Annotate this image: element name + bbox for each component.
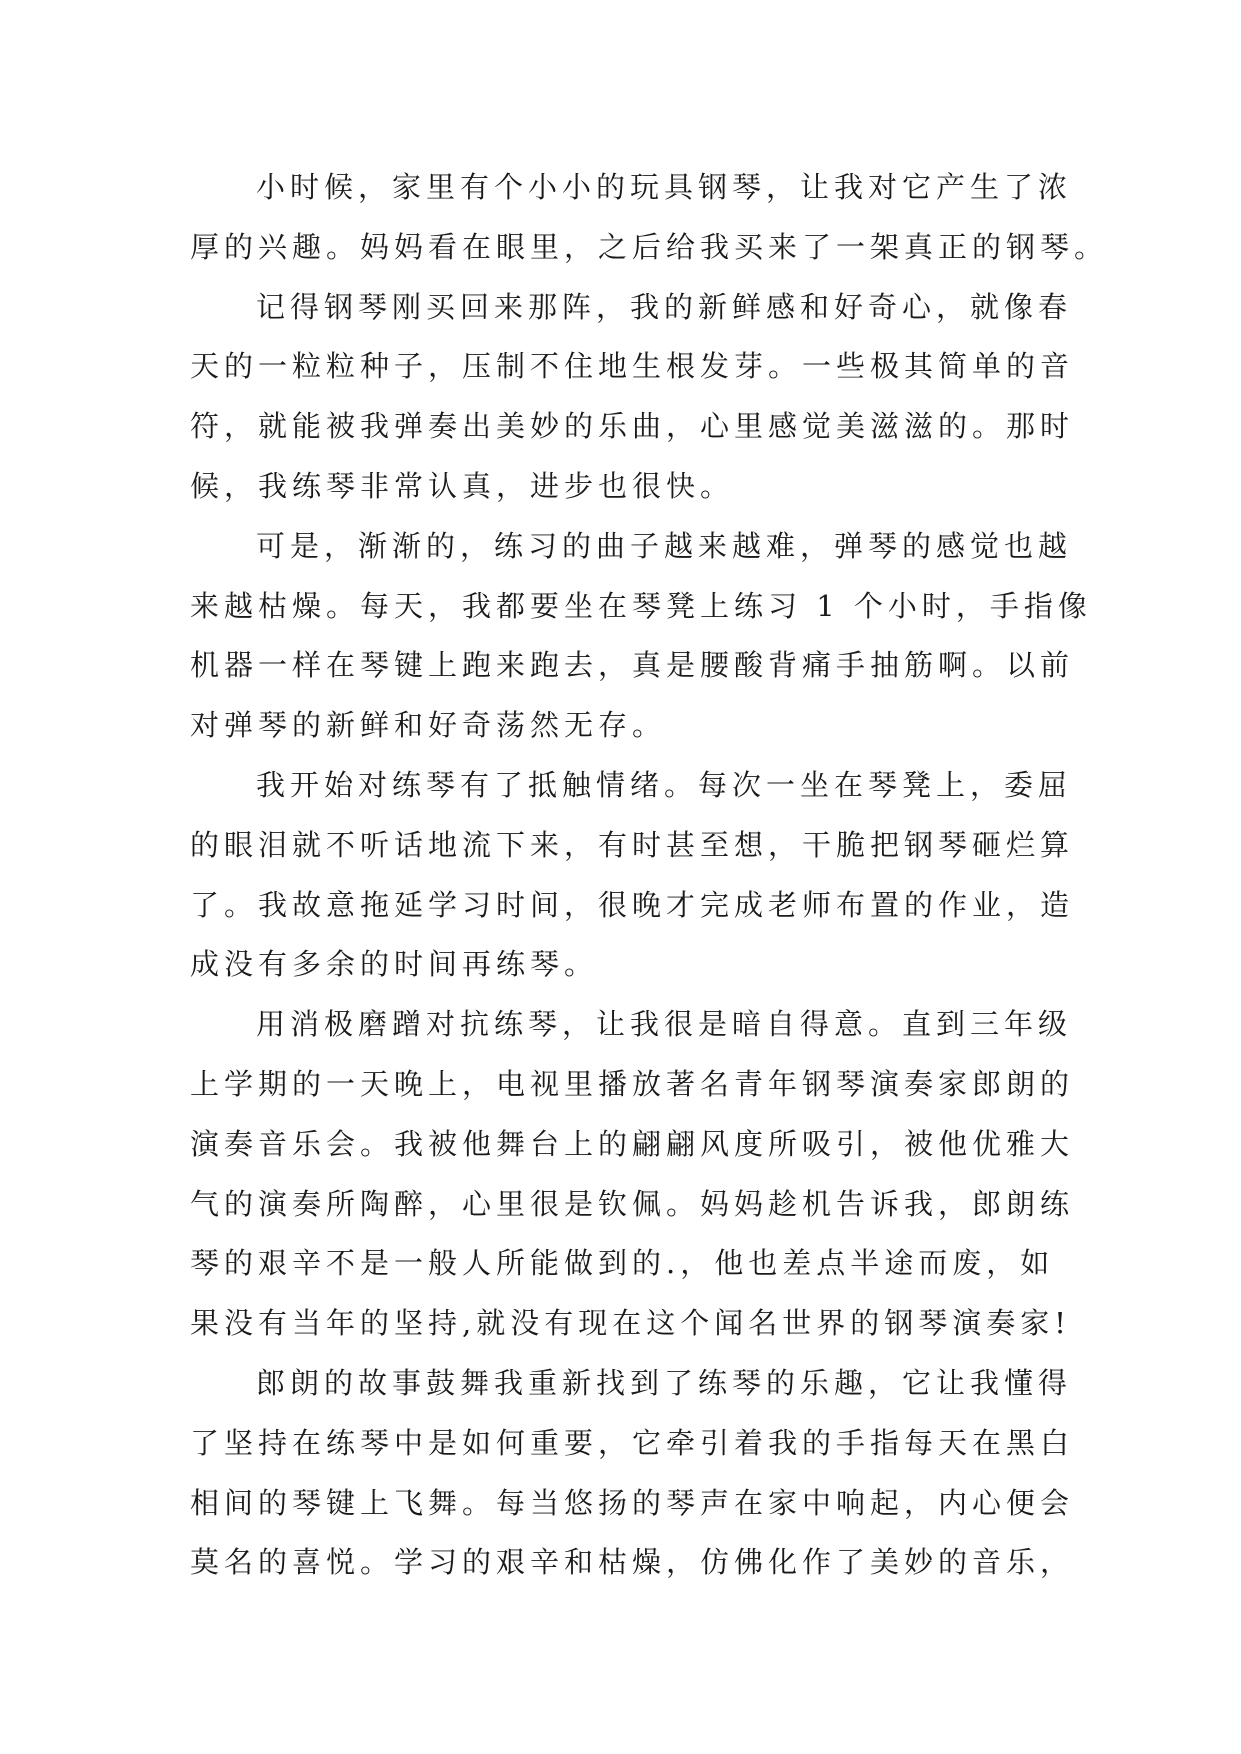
text-line: 机器一样在琴键上跑来跑去，真是腰酸背痛手抽筋啊。以前 bbox=[190, 648, 1075, 683]
text-line: 来越枯燥。每天，我都要坐在琴凳上练习 1 个小时，手指像 bbox=[190, 588, 1092, 623]
text-line: 上学期的一天晚上，电视里播放著名青年钢琴演奏家郎朗的 bbox=[190, 1066, 1075, 1101]
text-line: 气的演奏所陶醉，心里很是钦佩。妈妈趁机告诉我，郎朗练 bbox=[190, 1186, 1075, 1221]
text-line: 厚的兴趣。妈妈看在眼里，之后给我买来了一架真正的钢琴。 bbox=[190, 229, 1109, 264]
text-line: 可是，渐渐的，练习的曲子越来越难，弹琴的感觉也越 bbox=[256, 528, 1073, 563]
text-line: 符，就能被我弹奏出美妙的乐曲，心里感觉美滋滋的。那时 bbox=[190, 409, 1075, 444]
text-line: 果没有当年的坚持,就没有现在这个闻名世界的钢琴演奏家! bbox=[190, 1306, 1071, 1341]
text-line: 莫名的喜悦。学习的艰辛和枯燥，仿佛化作了美妙的音乐， bbox=[190, 1545, 1075, 1580]
text-line: 我开始对练琴有了抵触情绪。每次一坐在琴凳上，委屈 bbox=[256, 767, 1073, 802]
text-line: 对弹琴的新鲜和好奇荡然无存。 bbox=[190, 708, 667, 743]
text-line: 演奏音乐会。我被他舞台上的翩翩风度所吸引，被他优雅大 bbox=[190, 1126, 1075, 1161]
text-line: 用消极磨蹭对抗练琴，让我很是暗自得意。直到三年级 bbox=[256, 1007, 1073, 1042]
text-line: 琴的艰辛不是一般人所能做到的.，他也差点半途而废，如 bbox=[190, 1246, 1055, 1281]
text-line: 相间的琴键上飞舞。每当悠扬的琴声在家中响起，内心便会 bbox=[190, 1485, 1075, 1520]
text-line: 记得钢琴刚买回来那阵，我的新鲜感和好奇心，就像春 bbox=[256, 289, 1073, 324]
text-line: 了。我故意拖延学习时间，很晚才完成老师布置的作业，造 bbox=[190, 887, 1075, 922]
text-line: 小时候，家里有个小小的玩具钢琴，让我对它产生了浓 bbox=[256, 170, 1073, 204]
text-line: 郎朗的故事鼓舞我重新找到了练琴的乐趣，它让我懂得 bbox=[256, 1365, 1073, 1400]
essay-body bbox=[190, 158, 1109, 1593]
text-line: 的眼泪就不听话地流下来，有时甚至想，干脆把钢琴砸烂算 bbox=[190, 827, 1075, 862]
text-line: 候，我练琴非常认真，进步也很快。 bbox=[190, 468, 735, 503]
text-line: 了坚持在练琴中是如何重要，它牵引着我的手指每天在黑白 bbox=[190, 1425, 1075, 1460]
text-line: 天的一粒粒种子，压制不住地生根发芽。一些极其简单的音 bbox=[190, 349, 1075, 384]
text-line: 成没有多余的时间再练琴。 bbox=[190, 947, 599, 982]
